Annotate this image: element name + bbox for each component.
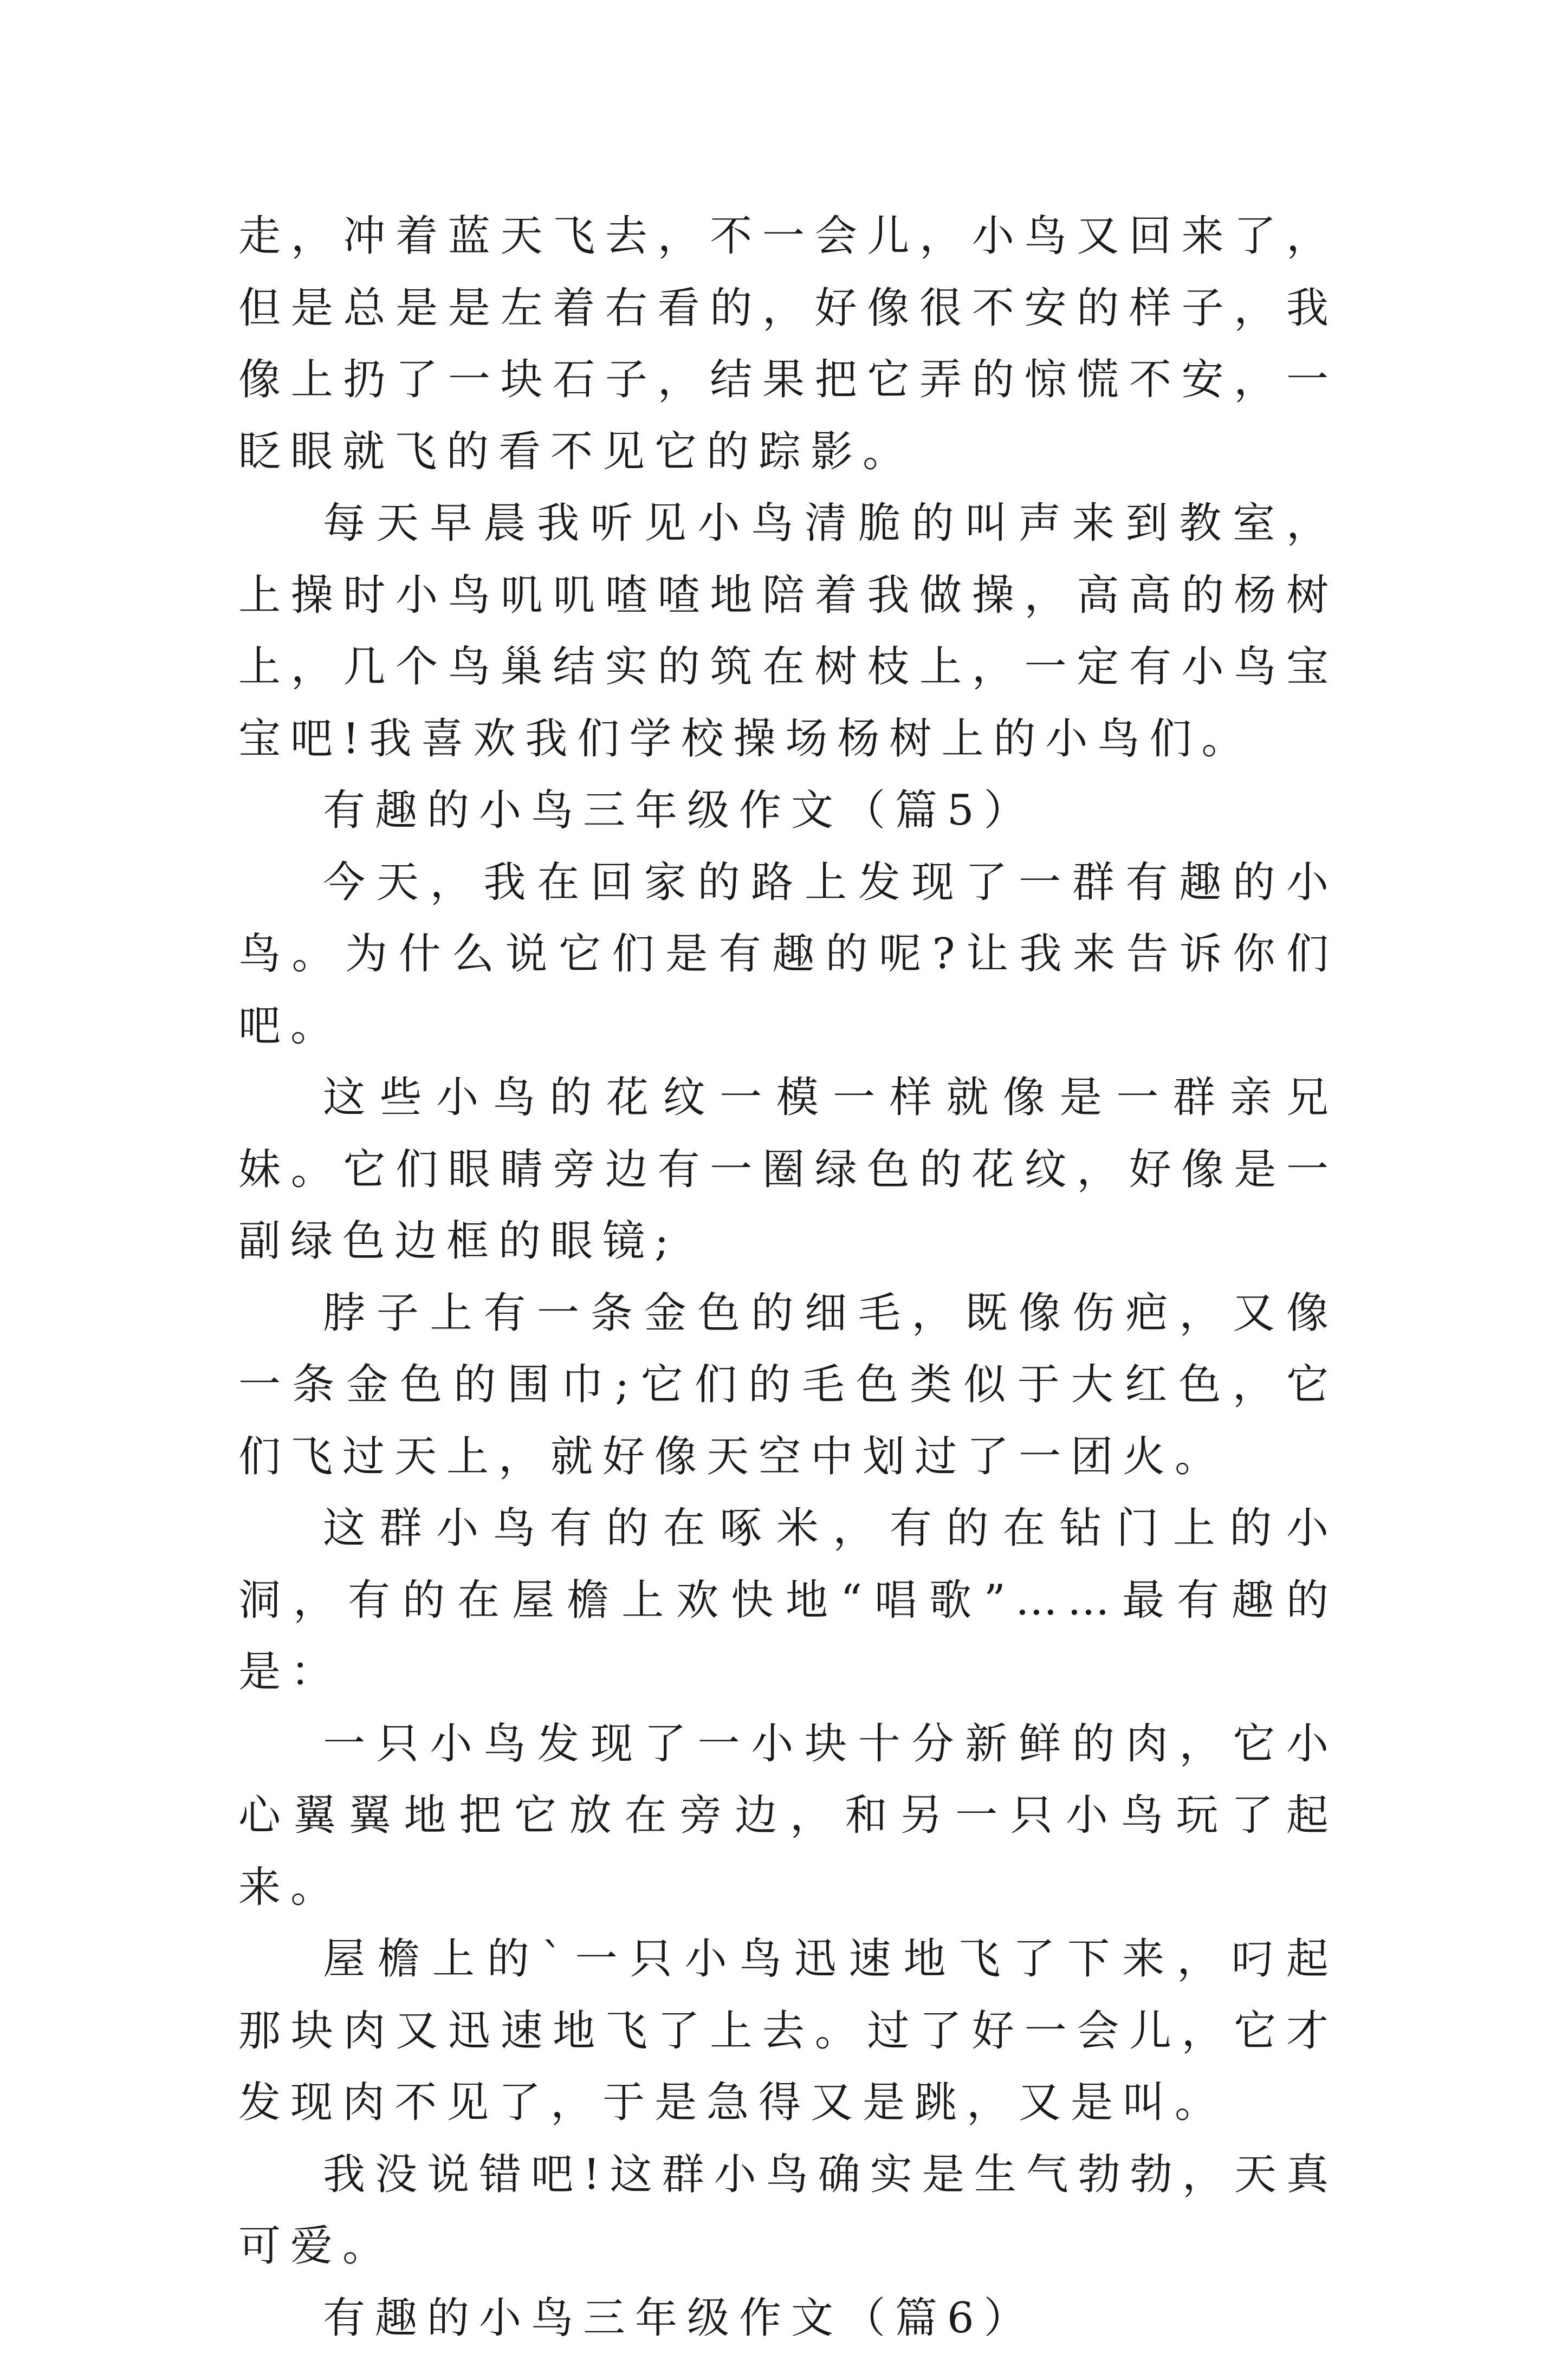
document-body bbox=[238, 200, 1338, 2354]
paragraph-today: 今天，我在回家的路上发现了一群有趣的小鸟。为什么说它们是有趣的呢?让我来告诉你们吧。 bbox=[238, 847, 1338, 1062]
paragraph-eaves: 屋檐上的`一只小鸟迅速地飞了下来，叼起那块肉又迅速地飞了上去。过了好一会儿，它才发现肉不见了，于是急得又是跳，又是叫。 bbox=[238, 1923, 1338, 2139]
paragraph-birds-morning: 每天早晨我听见小鸟清脆的叫声来到教室，上操时小鸟叽叽喳喳地陪着我做操，高高的杨树上，几个鸟巢结实的筑在树枝上，一定有小鸟宝宝吧!我喜欢我们学校操场杨树上的小鸟们。 bbox=[238, 488, 1338, 775]
paragraph-continuation: 走，冲着蓝天飞去，不一会儿，小鸟又回来了，但是总是是左着右看的，好像很不安的样子，我像上扔了一块石子，结果把它弄的惊慌不安，一眨眼就飞的看不见它的踪影。 bbox=[238, 200, 1338, 488]
paragraph-pattern: 这些小鸟的花纹一模一样就像是一群亲兄妹。它们眼睛旁边有一圈绿色的花纹，好像是一副绿色边框的眼镜; bbox=[238, 1062, 1338, 1277]
paragraph-activities: 这群小鸟有的在啄米，有的在钻门上的小洞，有的在屋檐上欢快地“唱歌”……最有趣的是： bbox=[238, 1493, 1338, 1708]
paragraph-neck: 脖子上有一条金色的细毛，既像伤疤，又像一条金色的围巾;它们的毛色类似于大红色，它们飞过天上，就好像天空中划过了一团火。 bbox=[238, 1277, 1338, 1493]
section-heading-5: 有趣的小鸟三年级作文（篇5） bbox=[238, 775, 1338, 847]
paragraph-meat: 一只小鸟发现了一小块十分新鲜的肉，它小心翼翼地把它放在旁边，和另一只小鸟玩了起来。 bbox=[238, 1708, 1338, 1924]
section-heading-6: 有趣的小鸟三年级作文（篇6） bbox=[238, 2282, 1338, 2354]
paragraph-conclusion: 我没说错吧!这群小鸟确实是生气勃勃，天真可爱。 bbox=[238, 2139, 1338, 2282]
